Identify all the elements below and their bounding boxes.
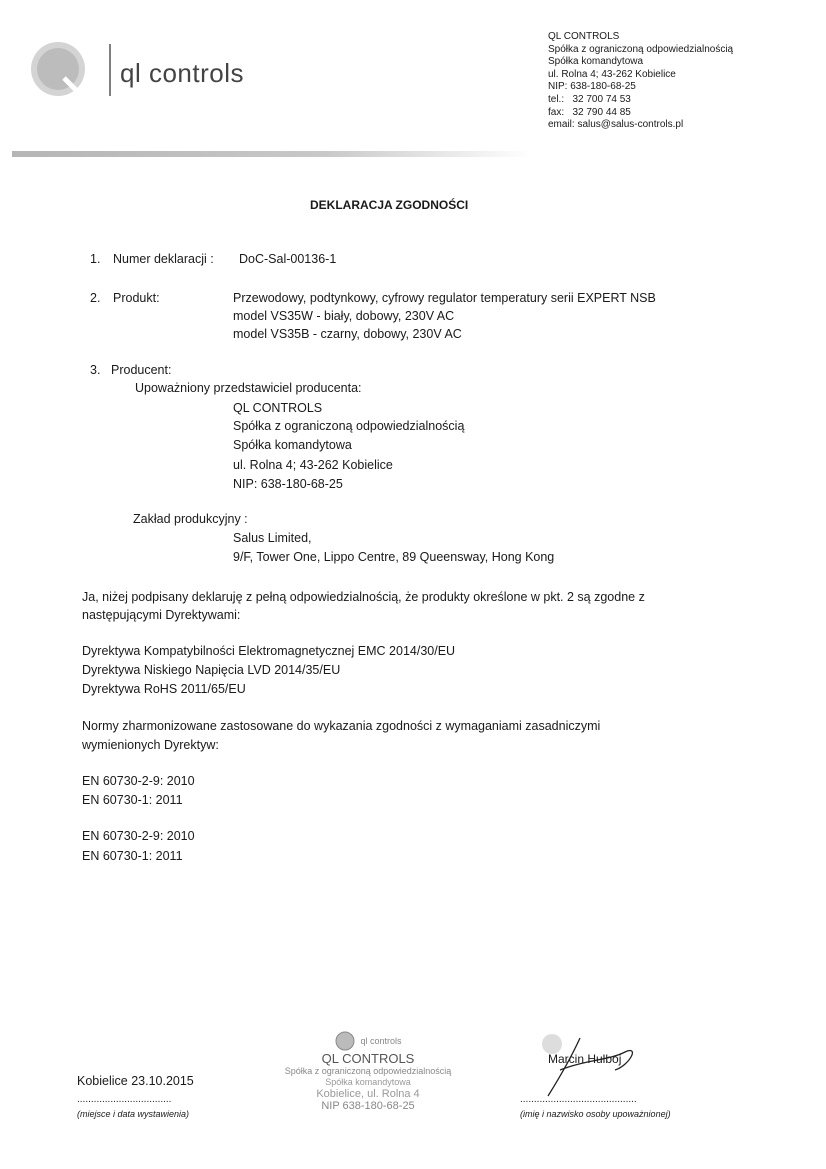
company-header [548, 31, 733, 132]
representative-line: ul. Rolna 4; 43-262 Kobielice [233, 458, 393, 472]
declaration-number: DoC-Sal-00136-1 [239, 252, 337, 266]
norm: EN 60730-2-9: 2010 [82, 829, 195, 843]
dotted-line: .................................. [77, 1094, 172, 1105]
product-line: model VS35B - czarny, dobowy, 230V AC [233, 327, 462, 341]
plant-line: 9/F, Tower One, Lippo Centre, 89 Queensway, Hong Kong [233, 550, 555, 564]
product-line: Przewodowy, podtynkowy, cyfrowy regulator temperatury serii EXPERT NSB [233, 291, 656, 305]
header-line: NIP: 638-180-68-25 [548, 81, 636, 93]
document-title: DEKLARACJA ZGODNOŚCI [310, 198, 469, 212]
header-line: Spółka komandytowa [548, 56, 644, 68]
norm: EN 60730-2-9: 2010 [82, 774, 195, 788]
norms-intro: Normy zharmonizowane zastosowane do wykazania zgodności z wymaganiami zasadniczymi [82, 719, 601, 733]
product-line: model VS35W - biały, dobowy, 230V AC [233, 309, 455, 323]
stamp-brand: ql controls [360, 1036, 402, 1046]
signer-caption: (imię i nazwisko osoby upoważnionej) [520, 1109, 671, 1119]
declaration-text: następującymi Dyrektywami: [82, 608, 241, 622]
norm: EN 60730-1: 2011 [82, 849, 183, 863]
header-line: email: salus@salus-controls.pl [548, 119, 684, 131]
header-line: fax: 32 790 44 85 [548, 106, 631, 118]
plant-label: Zakład produkcyjny : [133, 512, 248, 526]
q-logo-icon [334, 1030, 356, 1052]
norms-intro: wymienionych Dyrektyw: [82, 738, 219, 752]
representative-line: QL CONTROLS [233, 401, 323, 415]
dotted-line: .......................................... [520, 1094, 637, 1105]
item-number: 2. [90, 291, 101, 305]
header-divider [12, 151, 532, 157]
plant-line: Salus Limited, [233, 531, 312, 545]
stamp-line: QL CONTROLS [321, 1051, 415, 1066]
item-label: Numer deklaracji : [113, 252, 214, 266]
representative-line: Spółka z ograniczoną odpowiedzialnością [233, 419, 465, 433]
declaration-text: Ja, niżej podpisany deklaruję z pełną odpowiedzialnością, że produkty określone w pkt. 2 są zgodne z [82, 590, 645, 604]
company-stamp [258, 1030, 478, 1112]
representative-label: Upoważniony przedstawiciel producenta: [135, 381, 362, 395]
directive: Dyrektywa RoHS 2011/65/EU [82, 682, 246, 696]
norm: EN 60730-1: 2011 [82, 793, 183, 807]
item-number: 1. [90, 252, 101, 266]
stamp-line: NIP 638-180-68-25 [321, 1100, 415, 1112]
logo-text: ql controls [120, 58, 244, 88]
stamp-line: Spółka z ograniczoną odpowiedzialnością [284, 1066, 452, 1076]
item-number: 3. [90, 363, 101, 377]
item-label: Producent: [111, 363, 172, 377]
representative-line: Spółka komandytowa [233, 438, 352, 452]
header-line: ul. Rolna 4; 43-262 Kobielice [548, 68, 676, 80]
header-line: Spółka z ograniczoną odpowiedzialnością [548, 43, 734, 55]
header-line: QL CONTROLS [548, 31, 620, 42]
directive: Dyrektywa Kompatybilności Elektromagnetycznej EMC 2014/30/EU [82, 644, 456, 658]
item-label: Produkt: [113, 291, 160, 305]
q-logo-icon [28, 34, 118, 109]
place-date: Kobielice 23.10.2015 [77, 1074, 194, 1088]
header-line: tel.: 32 700 74 53 [548, 93, 631, 105]
place-date-caption: (miejsce i data wystawienia) [77, 1109, 190, 1119]
stamp-line: Spółka komandytowa [325, 1077, 411, 1087]
signer-name: Marcin Hulboj [548, 1052, 622, 1066]
directive: Dyrektywa Niskiego Napięcia LVD 2014/35/EU [82, 663, 341, 677]
stamp-line: Kobielice, ul. Rolna 4 [316, 1088, 420, 1100]
representative-line: NIP: 638-180-68-25 [233, 477, 343, 491]
